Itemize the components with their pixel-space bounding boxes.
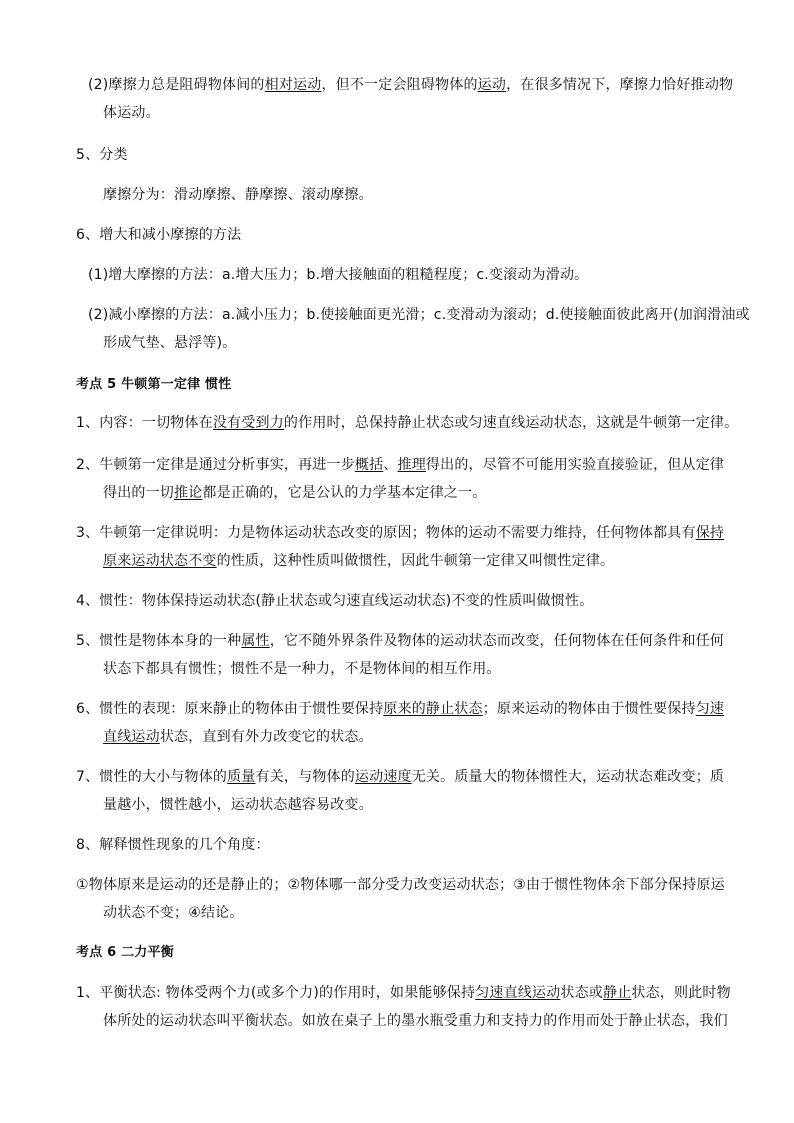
text: 2、牛顿第一定律是通过分析事实，再进一步 [76, 457, 355, 473]
text: 得出的，尽管不可能用实验直接验证，但从定律 [425, 457, 725, 473]
text: ，它不随外界条件及物体的运动状态而改变，任何物体在任何条件和任何 [269, 633, 725, 649]
section-5-body: 摩擦分为：滑动摩擦、静摩擦、滚动摩擦。 [103, 187, 373, 203]
k5-item-3-line1 [76, 524, 724, 542]
underlined-term: 相对运动 [264, 77, 322, 93]
underlined-term: 运动速度 [354, 769, 412, 785]
k5-item-1 [76, 414, 738, 432]
underlined-term: 直线运动 [103, 729, 160, 745]
k5-item-5-line1 [76, 632, 724, 650]
text: 有关，与物体的 [255, 769, 355, 785]
section-6-p2-line2: 形成气垫、悬浮等)。 [103, 335, 237, 351]
k6-item-1-line1 [76, 984, 731, 1002]
text: 3、牛顿第一定律说明：力是物体运动状态改变的原因；物体的运动不需要力维持，任何物体都具有 [76, 525, 696, 541]
text: 1、平衡状态: 物体受两个力(或多个力)的作用时，如果能够保持 [76, 985, 476, 1001]
text: 5、惯性是物体本身的一种 [76, 633, 242, 649]
underlined-term: 匀速直线运动 [475, 985, 561, 1001]
k5-item-6-line1 [76, 700, 724, 718]
k5-item-8-line2: 动状态不变；④结论。 [103, 905, 244, 921]
k5-item-7-line1 [76, 768, 724, 786]
text: ；原来运动的物体由于惯性要保持 [482, 701, 696, 717]
text: 、 [383, 457, 398, 473]
text: 无关。质量大的物体惯性大，运动状态难改变；质 [411, 769, 725, 785]
section-6-p1: (1)增大摩擦的方法：a.增大压力；b.增大接触面的粗糙程度；c.变滚动为滑动。 [88, 267, 589, 283]
underlined-term: 质量 [227, 769, 256, 785]
underlined-term: 静止 [603, 985, 632, 1001]
text: 状态，直到有外力改变它的状态。 [159, 729, 373, 745]
kaodian-6-heading: 考点 6 二力平衡 [76, 945, 174, 960]
underlined-term: 属性 [241, 633, 270, 649]
underlined-term: 匀速 [695, 701, 725, 717]
k5-item-6-line2 [103, 728, 373, 746]
k5-item-8-line1: ①物体原来是运动的还是静止的；②物体哪一部分受力改变运动状态；③由于惯性物体余下部分保持原运 [76, 877, 725, 893]
text: 的作用时，总保持静止状态或匀速直线运动状态，这就是牛顿第一定律。 [283, 415, 739, 431]
text: ，但不一定会阻碍物体的 [321, 77, 478, 93]
text: 1、内容：一切物体在 [76, 415, 213, 431]
text: 6、惯性的表现：原来静止的物体由于惯性要保持 [76, 701, 384, 717]
underlined-term: 原来的静止状态 [383, 701, 483, 717]
k5-item-4: 4、惯性：物体保持运动状态(静止状态或匀速直线运动状态)不变的性质叫做惯性。 [76, 593, 594, 609]
section-6-p2-line1: (2)减小摩擦的方法：a.减小压力；b.使接触面更光滑；c.变滑动为滚动；d.使接触面彼此离开(加润滑油或 [88, 307, 750, 323]
friction-p2-line1 [88, 76, 733, 94]
k5-item-7-line2: 量越小，惯性越小，运动状态越容易改变。 [103, 797, 373, 813]
k5-item-5-line2: 状态下都具有惯性；惯性不是一种力，不是物体间的相互作用。 [103, 661, 501, 677]
k5-item-2-line2 [103, 484, 486, 502]
text: 都是正确的，它是公认的力学基本定律之一。 [202, 485, 487, 501]
text: 得出的一切 [103, 485, 174, 501]
section-5-title: 5、分类 [76, 147, 128, 163]
friction-p2-line2: 体运动。 [103, 105, 160, 121]
kaodian-5-heading: 考点 5 牛顿第一定律 惯性 [76, 377, 232, 392]
text: 状态，则此时物 [631, 985, 731, 1001]
underlined-term: 推理 [397, 457, 426, 473]
text: ，在很多情况下，摩擦力恰好推动物 [506, 77, 734, 93]
underlined-term: 推论 [174, 485, 203, 501]
k5-item-2-line1 [76, 456, 724, 474]
underlined-term: 原来运动状态不变 [103, 553, 217, 569]
underlined-term: 没有受到力 [212, 415, 284, 431]
underlined-term: 运动 [477, 77, 507, 93]
section-6-title: 6、增大和减小摩擦的方法 [76, 227, 242, 243]
k5-item-8-title: 8、解释惯性现象的几个角度： [76, 837, 270, 853]
k5-item-3-line2 [103, 552, 614, 570]
text: 7、惯性的大小与物体的 [76, 769, 228, 785]
underlined-term: 保持 [695, 525, 725, 541]
text: 状态或 [560, 985, 604, 1001]
k6-item-1-line2: 体所处的运动状态叫平衡状态。如放在桌子上的墨水瓶受重力和支持力的作用而处于静止状态，我们 [103, 1013, 728, 1029]
text: 的性质，这种性质叫做惯性，因此牛顿第一定律又叫惯性定律。 [216, 553, 615, 569]
underlined-term: 概括 [354, 457, 384, 473]
text: (2)摩擦力总是阻碍物体间的 [88, 77, 265, 93]
